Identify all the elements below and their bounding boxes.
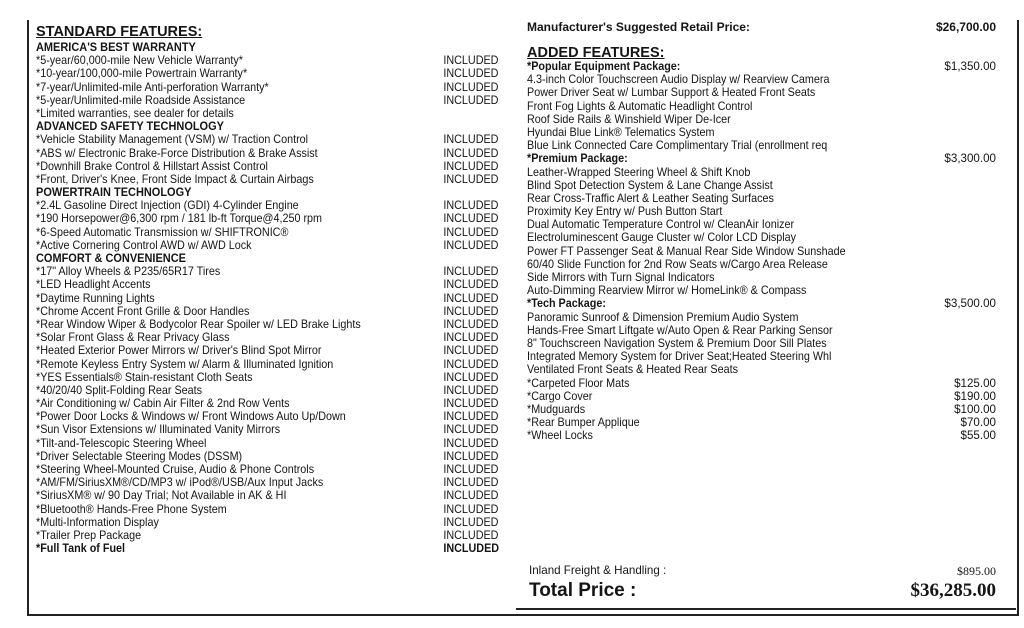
- included-label: INCLUDED: [443, 67, 499, 81]
- feature-row: [36, 265, 499, 279]
- total-value: $36,285.00: [910, 580, 996, 601]
- feature-row: [36, 146, 499, 160]
- option-text: 8" Touchscreen Navigation System & Premium Door Sill Plates: [527, 336, 827, 350]
- feature-text: *ABS w/ Electronic Brake-Force Distribution & Brake Assist: [36, 146, 318, 160]
- feature-row: [36, 278, 499, 292]
- feature-row: [36, 357, 499, 371]
- feature-text: *6-Speed Automatic Transmission w/ SHIFTRONIC®: [36, 225, 289, 239]
- feature-row: [36, 502, 499, 516]
- added-features-heading: ADDED FEATURES:: [527, 45, 665, 61]
- feature-text: *Chrome Accent Front Grille & Door Handles: [36, 304, 250, 318]
- package-heading: [527, 152, 1002, 165]
- included-label: INCLUDED: [443, 423, 499, 437]
- freight-value: $895.00: [957, 564, 996, 578]
- feature-row: [36, 449, 499, 463]
- feature-text: *Downhill Brake Control & Hillstart Assist Control: [36, 159, 268, 173]
- feature-text: COMFORT & CONVENIENCE: [36, 251, 186, 265]
- section-heading: [36, 186, 473, 199]
- option-text: Power FT Passenger Seat & Manual Rear Side Window Sunshade: [527, 244, 846, 258]
- option-price: $55.00: [960, 429, 996, 443]
- included-label: INCLUDED: [443, 199, 499, 213]
- feature-text: *YES Essentials® Stain-resistant Cloth Seats: [36, 370, 253, 384]
- feature-row: [36, 515, 499, 529]
- option-text: Leather-Wrapped Steering Wheel & Shift Knob: [527, 165, 751, 179]
- option-text: Power Driver Seat w/ Lumbar Support & Heated Front Seats: [527, 86, 816, 100]
- feature-row: [36, 133, 499, 147]
- feature-row: [36, 291, 499, 305]
- option-price: $100.00: [954, 402, 996, 416]
- option-text: Side Mirrors with Turn Signal Indicators: [527, 271, 715, 284]
- included-label: INCLUDED: [443, 542, 500, 556]
- package-heading: [527, 60, 1002, 73]
- included-label: INCLUDED: [443, 331, 499, 345]
- option-price: $70.00: [960, 416, 996, 430]
- feature-text: *LED Headlight Accents: [36, 278, 151, 292]
- included-label: INCLUDED: [443, 528, 499, 542]
- included-label: INCLUDED: [443, 172, 499, 186]
- bottom-rule: [516, 608, 1016, 610]
- feature-text: *Front, Driver's Knee, Front Side Impact & Curtain Airbags: [36, 172, 314, 186]
- option-row: [527, 324, 1002, 337]
- option-text: 4.3-inch Color Touchscreen Audio Display w/ Rearview Camera: [527, 73, 830, 87]
- option-text: Panoramic Sunroof & Dimension Premium Audio System: [527, 310, 799, 324]
- option-row: [527, 126, 1002, 139]
- option-price: $3,500.00: [944, 297, 996, 311]
- feature-row: [36, 159, 499, 173]
- option-row: [527, 100, 1002, 113]
- option-text: *Popular Equipment Package:: [527, 60, 681, 73]
- included-label: INCLUDED: [443, 463, 499, 476]
- option-text: *Mudguards: [527, 402, 586, 416]
- included-label: INCLUDED: [443, 489, 499, 503]
- option-row: [527, 258, 1002, 271]
- option-row: [527, 337, 1002, 350]
- feature-row: [36, 476, 499, 490]
- included-label: INCLUDED: [443, 159, 499, 173]
- feature-text: *Air Conditioning w/ Cabin Air Filter & 2nd Row Vents: [36, 397, 290, 411]
- feature-row: [36, 370, 499, 384]
- included-label: INCLUDED: [443, 80, 499, 94]
- msrp-label: Manufacturer's Suggested Retail Price:: [527, 20, 750, 34]
- option-text: Hands-Free Smart Liftgate w/Auto Open & Rear Parking Sensor: [527, 323, 833, 337]
- included-label: INCLUDED: [443, 410, 499, 424]
- feature-row: [36, 344, 499, 358]
- option-text: Rear Cross-Traffic Alert & Leather Seating Surfaces: [527, 191, 774, 205]
- feature-text: *Sun Visor Extensions w/ Illuminated Vanity Mirrors: [36, 423, 281, 437]
- feature-row: [36, 383, 499, 397]
- feature-text: *Bluetooth® Hands-Free Phone System: [36, 502, 227, 516]
- option-row: [527, 192, 1002, 205]
- feature-text: *Multi-Information Display: [36, 515, 159, 529]
- option-text: Auto-Dimming Rearview Mirror w/ HomeLink® & Compass: [527, 284, 807, 298]
- added-features-list: [527, 60, 1002, 442]
- option-row: [527, 73, 1002, 86]
- feature-row: [36, 528, 499, 542]
- freight-line: [529, 564, 999, 580]
- option-text: Blind Spot Detection System & Lane Change Assist: [527, 178, 773, 192]
- feature-text: *Full Tank of Fuel: [36, 542, 126, 556]
- section-heading: [36, 252, 473, 265]
- included-label: INCLUDED: [443, 225, 499, 239]
- feature-text: *5-year/Unlimited-mile Roadside Assistance: [36, 93, 246, 107]
- feature-row: [36, 225, 499, 239]
- feature-row: [36, 304, 499, 318]
- feature-text: *Driver Selectable Steering Modes (DSSM): [36, 449, 243, 463]
- package-heading: [527, 297, 1002, 310]
- option-price: $3,300.00: [944, 152, 996, 166]
- option-row: [527, 218, 1002, 231]
- included-label: INCLUDED: [443, 54, 499, 68]
- included-label: INCLUDED: [443, 515, 499, 529]
- option-row: [527, 403, 1002, 416]
- total-line: [529, 580, 999, 604]
- included-label: INCLUDED: [443, 265, 499, 279]
- standard-features-column: [36, 24, 506, 555]
- option-row: [527, 350, 1002, 363]
- feature-row: [36, 423, 499, 437]
- feature-text: POWERTRAIN TECHNOLOGY: [36, 185, 192, 200]
- section-heading: [36, 120, 473, 133]
- option-row: [527, 377, 1002, 390]
- feature-row: [36, 93, 499, 107]
- option-row: [527, 390, 1002, 403]
- option-row: [527, 166, 1002, 179]
- option-text: *Premium Package:: [527, 152, 628, 166]
- option-text: *Wheel Locks: [527, 429, 593, 443]
- option-text: Proximity Key Entry w/ Push Button Start: [527, 205, 723, 219]
- feature-row: [36, 212, 499, 226]
- feature-row: [36, 331, 499, 345]
- feature-row: [36, 436, 499, 450]
- feature-text: *Active Cornering Control AWD w/ AWD Lock: [36, 238, 252, 252]
- section-heading: [36, 41, 473, 54]
- option-text: *Cargo Cover: [527, 389, 593, 403]
- msrp-line: [527, 19, 1002, 36]
- option-text: Ventilated Front Seats & Heated Rear Seats: [527, 363, 738, 377]
- included-label: INCLUDED: [443, 93, 499, 107]
- feature-text: *Limited warranties, see dealer for details: [36, 106, 234, 120]
- total-label: Total Price :: [529, 580, 637, 601]
- feature-text: *2.4L Gasoline Direct Injection (GDI) 4-Cylinder Engine: [36, 199, 299, 213]
- included-label: INCLUDED: [443, 370, 499, 384]
- feature-row: [36, 410, 499, 424]
- included-label: INCLUDED: [443, 344, 499, 358]
- included-label: INCLUDED: [443, 502, 499, 516]
- included-label: INCLUDED: [443, 476, 499, 490]
- feature-text: *Daytime Running Lights: [36, 291, 155, 305]
- feature-row: [36, 80, 499, 94]
- feature-row: [36, 489, 499, 503]
- feature-text: *Vehicle Stability Management (VSM) w/ Traction Control: [36, 133, 309, 147]
- feature-text: AMERICA'S BEST WARRANTY: [36, 40, 196, 54]
- option-text: *Tech Package:: [527, 297, 606, 311]
- option-row: [527, 416, 1002, 429]
- option-text: Integrated Memory System for Driver Seat;Heated Steering Whl: [527, 350, 832, 364]
- included-label: INCLUDED: [443, 212, 499, 226]
- option-row: [527, 363, 1002, 376]
- option-row: [527, 284, 1002, 297]
- feature-text: *Remote Keyless Entry System w/ Alarm & Illuminated Ignition: [36, 357, 334, 371]
- included-label: INCLUDED: [443, 238, 499, 252]
- option-row: [527, 86, 1002, 99]
- option-row: [527, 179, 1002, 192]
- option-text: Dual Automatic Temperature Control w/ CleanAir Ionizer: [527, 218, 795, 232]
- option-text: Front Fog Lights & Automatic Headlight Control: [527, 99, 753, 113]
- feature-text: *Rear Window Wiper & Bodycolor Rear Spoiler w/ LED Brake Lights: [36, 317, 361, 331]
- feature-row: [36, 317, 499, 331]
- feature-text: *Trailer Prep Package: [36, 528, 142, 542]
- feature-row: [36, 397, 499, 411]
- feature-text: *Steering Wheel-Mounted Cruise, Audio & Phone Controls: [36, 463, 315, 476]
- included-label: INCLUDED: [443, 357, 499, 371]
- included-label: INCLUDED: [443, 436, 499, 450]
- option-row: [527, 231, 1002, 244]
- feature-text: *Power Door Locks & Windows w/ Front Windows Auto Up/Down: [36, 410, 346, 424]
- feature-text: *SiriusXM® w/ 90 Day Trial; Not Available in AK & HI: [36, 489, 287, 503]
- option-text: 60/40 Slide Function for 2nd Row Seats w/Cargo Area Release: [527, 257, 828, 271]
- feature-text: *10-year/100,000-mile Powertrain Warranty*: [36, 67, 248, 81]
- included-label: INCLUDED: [443, 449, 499, 463]
- feature-row: [36, 542, 500, 556]
- included-label: INCLUDED: [443, 278, 499, 292]
- feature-text: *190 Horsepower@6,300 rpm / 181 lb-ft Torque@4,250 rpm: [36, 212, 323, 226]
- feature-text: *Solar Front Glass & Rear Privacy Glass: [36, 331, 230, 345]
- option-row: [527, 205, 1002, 218]
- included-label: INCLUDED: [443, 383, 499, 397]
- msrp-value: $26,700.00: [935, 20, 996, 34]
- option-text: Electroluminescent Gauge Cluster w/ Color LCD Display: [527, 231, 797, 245]
- included-label: INCLUDED: [443, 304, 499, 318]
- option-price: $125.00: [954, 376, 996, 390]
- option-text: Hyundai Blue Link® Telematics System: [527, 125, 715, 139]
- feature-row: [36, 199, 499, 213]
- option-row: [527, 245, 1002, 258]
- included-label: INCLUDED: [443, 133, 499, 147]
- freight-label: Inland Freight & Handling :: [529, 564, 667, 577]
- standard-features-heading: STANDARD FEATURES:: [36, 24, 203, 40]
- option-text: Roof Side Rails & Winshield Wiper De-Icer: [527, 112, 731, 126]
- feature-row: [36, 67, 499, 81]
- option-row: [527, 429, 1002, 442]
- feature-text: *5-year/60,000-mile New Vehicle Warranty*: [36, 54, 243, 68]
- feature-text: *AM/FM/SiriusXM®/CD/MP3 w/ iPod®/USB/Aux Input Jacks: [36, 476, 324, 490]
- option-row: [527, 113, 1002, 126]
- feature-text: *Tilt-and-Telescopic Steering Wheel: [36, 436, 207, 450]
- included-label: INCLUDED: [443, 146, 499, 160]
- feature-text: *17" Alloy Wheels & P235/65R17 Tires: [36, 265, 221, 279]
- included-label: INCLUDED: [443, 317, 499, 331]
- option-text: *Carpeted Floor Mats: [527, 376, 630, 390]
- added-features-column: [527, 19, 1002, 442]
- option-row: [527, 139, 1002, 152]
- feature-text: *40/20/40 Split-Folding Rear Seats: [36, 383, 203, 397]
- option-price: $190.00: [954, 389, 996, 403]
- option-text: Blue Link Connected Care Complimentary Trial (enrollment req: [527, 139, 828, 153]
- feature-text: *Heated Exterior Power Mirrors w/ Driver's Blind Spot Mirror: [36, 344, 322, 358]
- feature-text: ADVANCED SAFETY TECHNOLOGY: [36, 119, 224, 134]
- standard-features-list: [36, 41, 506, 555]
- option-price: $1,350.00: [944, 60, 996, 73]
- option-text: *Rear Bumper Applique: [527, 416, 640, 430]
- included-label: INCLUDED: [443, 397, 499, 411]
- included-label: INCLUDED: [443, 291, 499, 305]
- feature-row: [36, 463, 499, 476]
- feature-row: [36, 54, 499, 68]
- feature-text: *7-year/Unlimited-mile Anti-perforation Warranty*: [36, 80, 269, 94]
- option-row: [527, 271, 1002, 284]
- option-row: [527, 311, 1002, 324]
